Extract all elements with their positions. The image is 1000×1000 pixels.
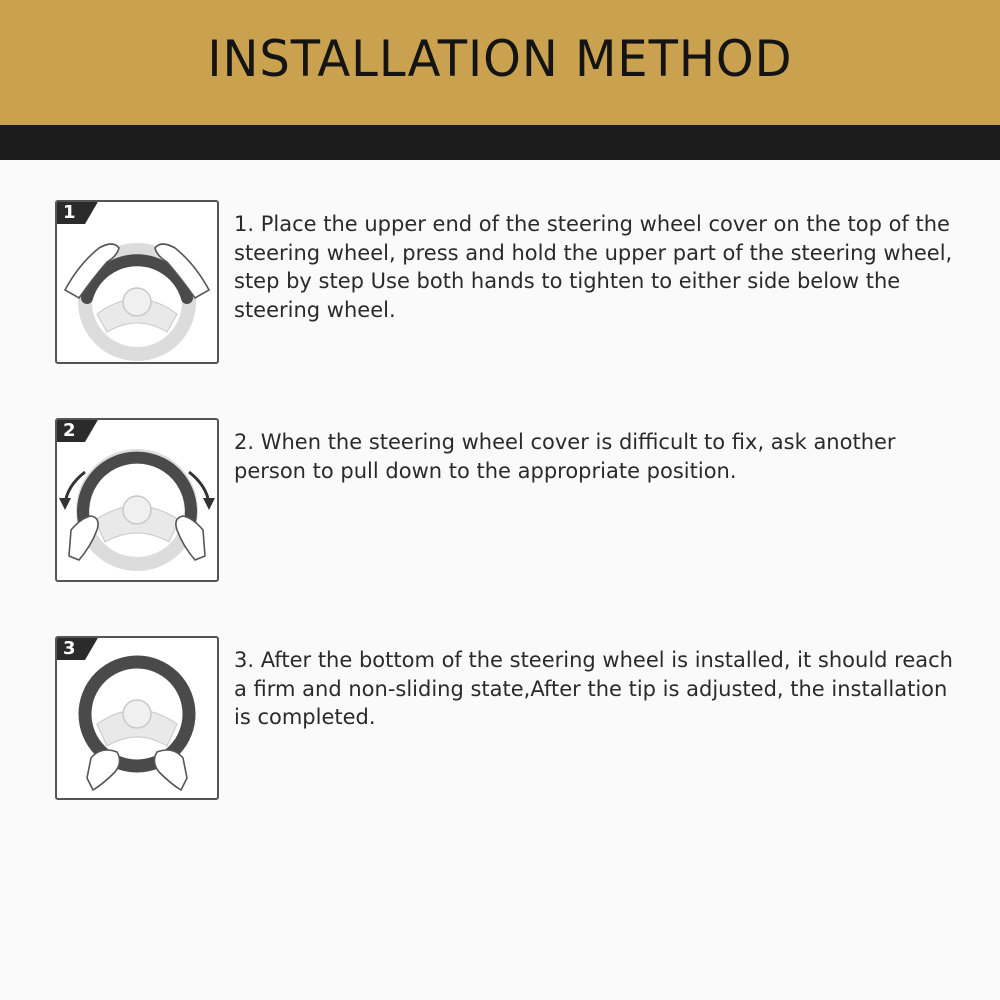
step-1-illustration [55,200,219,364]
step-number: 2 [63,420,76,441]
step-2 [55,418,955,584]
badge-shape-icon [55,418,99,442]
steering-wheel-pull-down-icon [57,420,217,580]
page-title: INSTALLATION METHOD [207,30,793,88]
header-dark-bar [0,125,1000,160]
steering-wheel-hands-top-icon [57,202,217,362]
step-1 [55,200,955,366]
badge-shape-icon [55,636,99,660]
badge-shape-icon [55,200,99,224]
step-1-text: 1. Place the upper end of the steering wheel cover on the top of the steering wheel, press and hold the upper part of the steering wheel, step by step Use both hands to tighten to either side below the steering wheel. [234,212,953,322]
step-2-illustration [55,418,219,582]
step-3-illustration [55,636,219,800]
steering-wheel-covered-icon [57,638,217,798]
step-number: 3 [63,638,76,659]
step-2-text: 2. When the steering wheel cover is difficult to fix, ask another person to pull down to the appropriate position. [234,430,896,483]
step-3-text: 3. After the bottom of the steering wheel is installed, it should reach a firm and non-sliding state,After the tip is adjusted, the installation is completed. [234,648,953,729]
step-number: 1 [63,202,76,223]
step-3 [55,636,955,802]
